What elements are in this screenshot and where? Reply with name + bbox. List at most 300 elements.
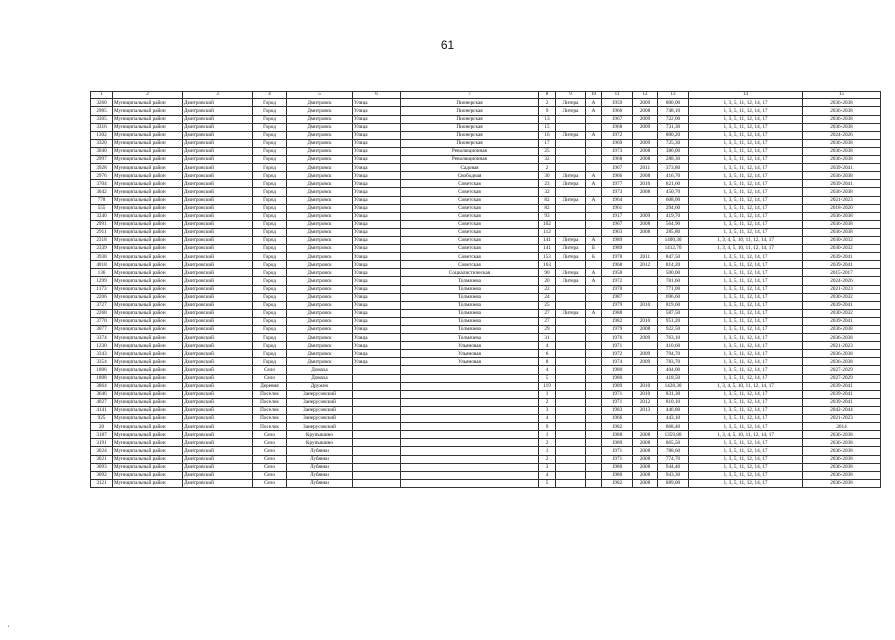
table-cell: Муниципальный район <box>113 164 183 172</box>
table-cell: 2036-2038 <box>803 228 881 236</box>
table-row <box>91 236 881 244</box>
table-cell <box>401 423 539 431</box>
table-cell: 1, 3, 5, 11, 12, 14, 17 <box>689 277 803 285</box>
table-cell: 3646 <box>91 390 113 398</box>
table-cell: 1964 <box>602 196 633 204</box>
table-cell: 2 <box>539 455 556 463</box>
table-cell: 3187 <box>91 431 113 439</box>
table-cell: Дмитровск <box>287 139 353 147</box>
table-cell: Дмитровский <box>183 301 253 309</box>
table-row <box>91 277 881 285</box>
table-cell: 1, 3, 4, 5, 10, 11, 12, 14, 17 <box>689 382 803 390</box>
table-cell: 1989 <box>602 236 633 244</box>
table-cell: Село <box>253 374 287 382</box>
table-cell: 1 <box>539 431 556 439</box>
table-cell <box>556 285 586 293</box>
table-cell: Муниципальный район <box>113 180 183 188</box>
table-cell: 1428,30 <box>658 382 689 390</box>
table-cell: Дмитровский <box>183 374 253 382</box>
table-cell <box>633 131 658 139</box>
table-row <box>91 301 881 309</box>
table-cell: 1959 <box>602 99 633 107</box>
table-cell <box>586 463 602 471</box>
table-cell: 404,00 <box>658 366 689 374</box>
table-cell: 889,00 <box>658 479 689 487</box>
table-cell: 9 <box>539 107 556 115</box>
table-cell: Муниципальный район <box>113 156 183 164</box>
table-cell: Улица <box>353 245 401 253</box>
table-cell: Дмитровский <box>183 172 253 180</box>
table-cell: 2036-2038 <box>803 188 881 196</box>
table-cell: Город <box>253 164 287 172</box>
table-cell: 2206 <box>91 293 113 301</box>
column-number: 3 <box>183 92 253 99</box>
table-cell: 831,30 <box>658 390 689 398</box>
table-cell: А <box>586 131 602 139</box>
table-cell: 868,40 <box>658 423 689 431</box>
table-cell: Дмитровск <box>287 204 353 212</box>
table-cell: 500,00 <box>658 269 689 277</box>
table-cell: 1, 3, 5, 11, 12, 14, 17 <box>689 455 803 463</box>
table-cell: 922,50 <box>658 326 689 334</box>
table-cell: Муниципальный район <box>113 245 183 253</box>
table-cell: 800,20 <box>658 131 689 139</box>
table-cell: 608,00 <box>658 196 689 204</box>
table-cell: Советская <box>401 245 539 253</box>
table-cell: 1806 <box>91 366 113 374</box>
table-cell: 90 <box>539 269 556 277</box>
table-cell: Поселок <box>253 390 287 398</box>
table-cell: 2036-2038 <box>803 358 881 366</box>
column-number: 7 <box>401 92 539 99</box>
table-cell: 1966 <box>602 415 633 423</box>
table-cell: Дмитровский <box>183 245 253 253</box>
table-cell: Дмитровский <box>183 463 253 471</box>
table-cell: Улица <box>353 350 401 358</box>
table-cell: 141 <box>539 236 556 244</box>
table-cell: Муниципальный район <box>113 115 183 123</box>
table-row <box>91 447 881 455</box>
table-cell: 1, 3, 5, 11, 12, 14, 17 <box>689 261 803 269</box>
table-cell: 2036-2038 <box>803 220 881 228</box>
table-cell: Дмитровский <box>183 439 253 447</box>
table-cell: Село <box>253 479 287 487</box>
column-number: 2 <box>113 92 183 99</box>
table-cell: 3770 <box>91 317 113 325</box>
table-cell <box>556 115 586 123</box>
table-cell: Муниципальный район <box>113 269 183 277</box>
table-cell: 93 <box>539 212 556 220</box>
table-cell: 27 <box>539 309 556 317</box>
table-cell: Город <box>253 261 287 269</box>
table-cell <box>401 398 539 406</box>
table-cell: 2036-2038 <box>803 463 881 471</box>
table-cell: Город <box>253 269 287 277</box>
table-cell <box>353 374 401 382</box>
table-cell: 2036-2038 <box>803 172 881 180</box>
table-cell <box>633 293 658 301</box>
table-cell: 2039-2041 <box>803 390 881 398</box>
table-cell: Дмитровск <box>287 131 353 139</box>
table-row <box>91 107 881 115</box>
table-cell: 1, 3, 5, 11, 12, 14, 17 <box>689 390 803 398</box>
table-cell: Литера <box>556 107 586 115</box>
table-cell: Дмитровск <box>287 326 353 334</box>
table-cell: 3042 <box>91 188 113 196</box>
page-number: 61 <box>440 38 455 52</box>
table-cell: 1, 3, 5, 11, 12, 14, 17 <box>689 204 803 212</box>
table-cell: 2008 <box>633 439 658 447</box>
table-cell <box>353 415 401 423</box>
table-row <box>91 423 881 431</box>
table-cell: 2010 <box>633 382 658 390</box>
table-cell: 136 <box>91 269 113 277</box>
table-cell: Дмитровский <box>183 204 253 212</box>
table-cell: Дмитровский <box>183 398 253 406</box>
column-number: 13 <box>658 92 689 99</box>
table-cell: Литера <box>556 309 586 317</box>
table-cell: 4 <box>539 471 556 479</box>
table-cell: 2024-2026 <box>803 131 881 139</box>
table-cell <box>556 261 586 269</box>
table-cell: 2011 <box>633 164 658 172</box>
table-row <box>91 139 881 147</box>
table-cell: 2036-2038 <box>803 139 881 147</box>
table-cell: Советская <box>401 236 539 244</box>
table-cell: 2008 <box>633 228 658 236</box>
table-cell: Улица <box>353 236 401 244</box>
table-cell: Ульяновая <box>401 350 539 358</box>
table-row <box>91 415 881 423</box>
table-cell: Город <box>253 236 287 244</box>
table-cell: Улица <box>353 147 401 155</box>
table-cell: Улица <box>353 269 401 277</box>
table-row <box>91 309 881 317</box>
column-number: 11 <box>602 92 633 99</box>
table-cell: Дмитровск <box>287 212 353 220</box>
table-cell: Дмитровск <box>287 253 353 261</box>
table-cell: Занерусовский <box>287 390 353 398</box>
table-cell: 1988 <box>602 431 633 439</box>
table-cell <box>586 406 602 414</box>
table-cell: Дмитровск <box>287 350 353 358</box>
table-cell: 1978 <box>602 253 633 261</box>
table-cell: 1, 3, 5, 11, 12, 14, 17 <box>689 285 803 293</box>
table-cell: 1979 <box>602 301 633 309</box>
table-cell: 1, 3, 5, 11, 12, 14, 17 <box>689 374 803 382</box>
table-cell: Муниципальный район <box>113 398 183 406</box>
table-cell: Муниципальный район <box>113 455 183 463</box>
table-cell: Муниципальный район <box>113 277 183 285</box>
table-cell <box>353 463 401 471</box>
table-cell: Город <box>253 326 287 334</box>
table-cell: 2009 <box>633 350 658 358</box>
table-cell <box>401 479 539 487</box>
table-cell: 2036-2038 <box>803 455 881 463</box>
table-cell: 1, 3, 5, 11, 12, 14, 17 <box>689 342 803 350</box>
table-cell: 1, 3, 5, 11, 12, 14, 17 <box>689 99 803 107</box>
table-cell: Литера <box>556 172 586 180</box>
table-cell: Литера <box>556 99 586 107</box>
table-cell: Занерусовский <box>287 415 353 423</box>
table-cell: Муниципальный район <box>113 139 183 147</box>
table-cell: 2030-2032 <box>803 236 881 244</box>
table-cell: Занерусовский <box>287 406 353 414</box>
table-cell: 1, 3, 5, 11, 12, 14, 17 <box>689 439 803 447</box>
table-cell: Муниципальный район <box>113 358 183 366</box>
table-cell: Муниципальный район <box>113 439 183 447</box>
table-cell: 1968 <box>602 123 633 131</box>
table-cell <box>556 479 586 487</box>
table-cell <box>556 374 586 382</box>
table-cell: 2008 <box>633 431 658 439</box>
table-cell <box>586 471 602 479</box>
table-cell: Муниципальный район <box>113 326 183 334</box>
table-cell <box>556 431 586 439</box>
column-number: 1 <box>91 92 113 99</box>
table-cell: 821,60 <box>658 180 689 188</box>
table-cell: Город <box>253 139 287 147</box>
table-cell: Дмитровский <box>183 236 253 244</box>
table-cell <box>401 471 539 479</box>
table-cell: Толмачева <box>401 326 539 334</box>
table-cell <box>353 479 401 487</box>
table-cell <box>586 301 602 309</box>
table-cell: Поселок <box>253 398 287 406</box>
table-cell: Дмитровск <box>287 115 353 123</box>
table-cell <box>401 447 539 455</box>
table-cell: Дмитровский <box>183 147 253 155</box>
table-cell: 2008 <box>633 463 658 471</box>
table-cell: 3 <box>539 463 556 471</box>
table-cell: 25 <box>539 301 556 309</box>
table-cell: Дмитровский <box>183 228 253 236</box>
table-cell: 22 <box>539 285 556 293</box>
table-cell: 3240 <box>91 212 113 220</box>
table-cell <box>353 366 401 374</box>
table-cell: 1, 3, 5, 11, 12, 14, 17 <box>689 358 803 366</box>
table-cell: 1400,30 <box>658 236 689 244</box>
table-cell: 1971 <box>602 455 633 463</box>
table-cell: Улица <box>353 220 401 228</box>
table-cell: Дмитровский <box>183 115 253 123</box>
table-cell <box>556 342 586 350</box>
table-cell: Дмитровск <box>287 196 353 204</box>
table-cell: Толмачева <box>401 293 539 301</box>
table-cell: Дмитровский <box>183 366 253 374</box>
table-cell: 1, 3, 5, 11, 12, 14, 17 <box>689 366 803 374</box>
table-cell: Дмитровск <box>287 164 353 172</box>
table-cell: Дмитровский <box>183 431 253 439</box>
table-cell: 1979 <box>602 326 633 334</box>
table-cell <box>586 188 602 196</box>
table-cell: Дмитровский <box>183 309 253 317</box>
table-cell: Дмитровск <box>287 172 353 180</box>
table-cell <box>401 382 539 390</box>
table-cell: 3021 <box>91 455 113 463</box>
table-cell: Пионерская <box>401 107 539 115</box>
table-cell: 3260 <box>91 99 113 107</box>
table-cell: 3727 <box>91 301 113 309</box>
table-cell: Литера <box>556 253 586 261</box>
table-cell: Занерусовский <box>287 423 353 431</box>
table-cell: Муниципальный район <box>113 309 183 317</box>
table-cell: Муниципальный район <box>113 463 183 471</box>
table-cell: Дмитровск <box>287 317 353 325</box>
column-number: 15 <box>803 92 881 99</box>
table-cell: 153 <box>539 253 556 261</box>
table-cell: 1987 <box>602 293 633 301</box>
table-cell <box>586 350 602 358</box>
corner-mark: ' <box>8 626 10 632</box>
table-cell: Улица <box>353 228 401 236</box>
table-cell: 1971 <box>602 342 633 350</box>
table-cell <box>401 463 539 471</box>
table-cell: Город <box>253 245 287 253</box>
table-cell: 1971 <box>602 398 633 406</box>
table-cell <box>556 228 586 236</box>
table-cell: Дмитровский <box>183 131 253 139</box>
table-cell: 1968 <box>602 156 633 164</box>
table-row <box>91 115 881 123</box>
table-cell: Поселок <box>253 406 287 414</box>
table-cell: 763,10 <box>658 334 689 342</box>
table-row <box>91 180 881 188</box>
table-cell <box>556 123 586 131</box>
table-cell <box>556 188 586 196</box>
table-cell: Дмитровск <box>287 99 353 107</box>
table-cell: 25 <box>539 147 556 155</box>
table-cell: Улица <box>353 115 401 123</box>
table-cell: 2010 <box>633 301 658 309</box>
table-cell <box>556 382 586 390</box>
table-cell <box>586 342 602 350</box>
table-cell: Муниципальный район <box>113 301 183 309</box>
table-cell: Пионерская <box>401 131 539 139</box>
table-cell: Дмитровск <box>287 228 353 236</box>
table-cell: 2009 <box>633 99 658 107</box>
table-cell: 16 <box>539 131 556 139</box>
table-cell: 2021-2023 <box>803 285 881 293</box>
table-cell: 865,50 <box>658 439 689 447</box>
table-cell: 2039-2041 <box>803 301 881 309</box>
table-cell: 2030-2032 <box>803 309 881 317</box>
table-cell: Дмитровск <box>287 261 353 269</box>
table-cell <box>556 406 586 414</box>
table-row <box>91 164 881 172</box>
table-cell: А <box>586 269 602 277</box>
table-cell: Деревня <box>253 382 287 390</box>
table-cell: Улица <box>353 293 401 301</box>
table-cell <box>633 423 658 431</box>
table-cell: 2008 <box>633 447 658 455</box>
table-cell: 2997 <box>91 156 113 164</box>
table-cell <box>586 479 602 487</box>
table-cell: Дмитровский <box>183 334 253 342</box>
table-cell: 2009 <box>633 334 658 342</box>
table-cell: Дмитровский <box>183 317 253 325</box>
table-cell: Город <box>253 334 287 342</box>
table-cell: Дмитровский <box>183 285 253 293</box>
table-cell: Село <box>253 455 287 463</box>
table-cell: Город <box>253 342 287 350</box>
table-cell: Советская <box>401 180 539 188</box>
table-cell: 17 <box>539 139 556 147</box>
table-cell: 2008 <box>633 471 658 479</box>
table-cell: 27 <box>539 317 556 325</box>
table-cell: Толмачева <box>401 277 539 285</box>
table-cell: Улица <box>353 277 401 285</box>
table-cell: 288,30 <box>658 156 689 164</box>
table-cell: 1, 3, 5, 11, 12, 14, 17 <box>689 447 803 455</box>
table-cell <box>353 439 401 447</box>
table-cell: 2036-2038 <box>803 479 881 487</box>
table-cell: 2018-2020 <box>803 204 881 212</box>
table-cell: Советская <box>401 220 539 228</box>
table-cell <box>556 455 586 463</box>
table-cell <box>633 309 658 317</box>
table-row <box>91 342 881 350</box>
table-cell: Город <box>253 212 287 220</box>
table-cell: Город <box>253 188 287 196</box>
table-cell: Дмитровский <box>183 220 253 228</box>
table-cell <box>401 455 539 463</box>
table-cell: Советская <box>401 204 539 212</box>
table-cell: 1, 3, 5, 11, 12, 14, 17 <box>689 123 803 131</box>
table-row <box>91 253 881 261</box>
table-cell: 2036-2038 <box>803 115 881 123</box>
table-cell: 2036-2038 <box>803 212 881 220</box>
table-cell: Свободная <box>401 172 539 180</box>
table-cell: Советская <box>401 253 539 261</box>
table-cell: Поселок <box>253 415 287 423</box>
table-cell: Муниципальный район <box>113 107 183 115</box>
table-cell: Улица <box>353 172 401 180</box>
table-cell: 1, 3, 5, 11, 12, 14, 17 <box>689 220 803 228</box>
table-cell: Муниципальный район <box>113 350 183 358</box>
table-cell: 1, 3, 5, 11, 12, 14, 17 <box>689 253 803 261</box>
table-cell: Советская <box>401 196 539 204</box>
table-cell <box>586 334 602 342</box>
table-cell: Поселок <box>253 423 287 431</box>
table-cell: Улица <box>353 107 401 115</box>
table-cell: Занерусовский <box>287 398 353 406</box>
table-cell: 112 <box>539 228 556 236</box>
table-cell: Город <box>253 107 287 115</box>
table-row <box>91 220 881 228</box>
table-cell: Толмачева <box>401 309 539 317</box>
table-cell: Город <box>253 172 287 180</box>
table-cell <box>633 196 658 204</box>
table-cell: 1, 3, 5, 11, 12, 14, 17 <box>689 326 803 334</box>
table-cell <box>353 423 401 431</box>
table-cell: 944,40 <box>658 463 689 471</box>
table-cell: 587,50 <box>658 309 689 317</box>
table-cell: 3316 <box>91 123 113 131</box>
table-cell: Дмитровск <box>287 342 353 350</box>
table-cell <box>586 374 602 382</box>
table-cell: 2015-2017 <box>803 269 881 277</box>
table-cell: 1, 3, 5, 11, 12, 14, 17 <box>689 212 803 220</box>
table-cell: Крупышино <box>287 431 353 439</box>
table-cell: 1, 3, 5, 11, 12, 14, 17 <box>689 398 803 406</box>
column-number-row <box>91 92 881 99</box>
table-cell <box>586 439 602 447</box>
table-cell: Дмитровский <box>183 188 253 196</box>
table-cell <box>586 139 602 147</box>
table-cell: 410,60 <box>658 342 689 350</box>
table-cell: Дмитровский <box>183 164 253 172</box>
